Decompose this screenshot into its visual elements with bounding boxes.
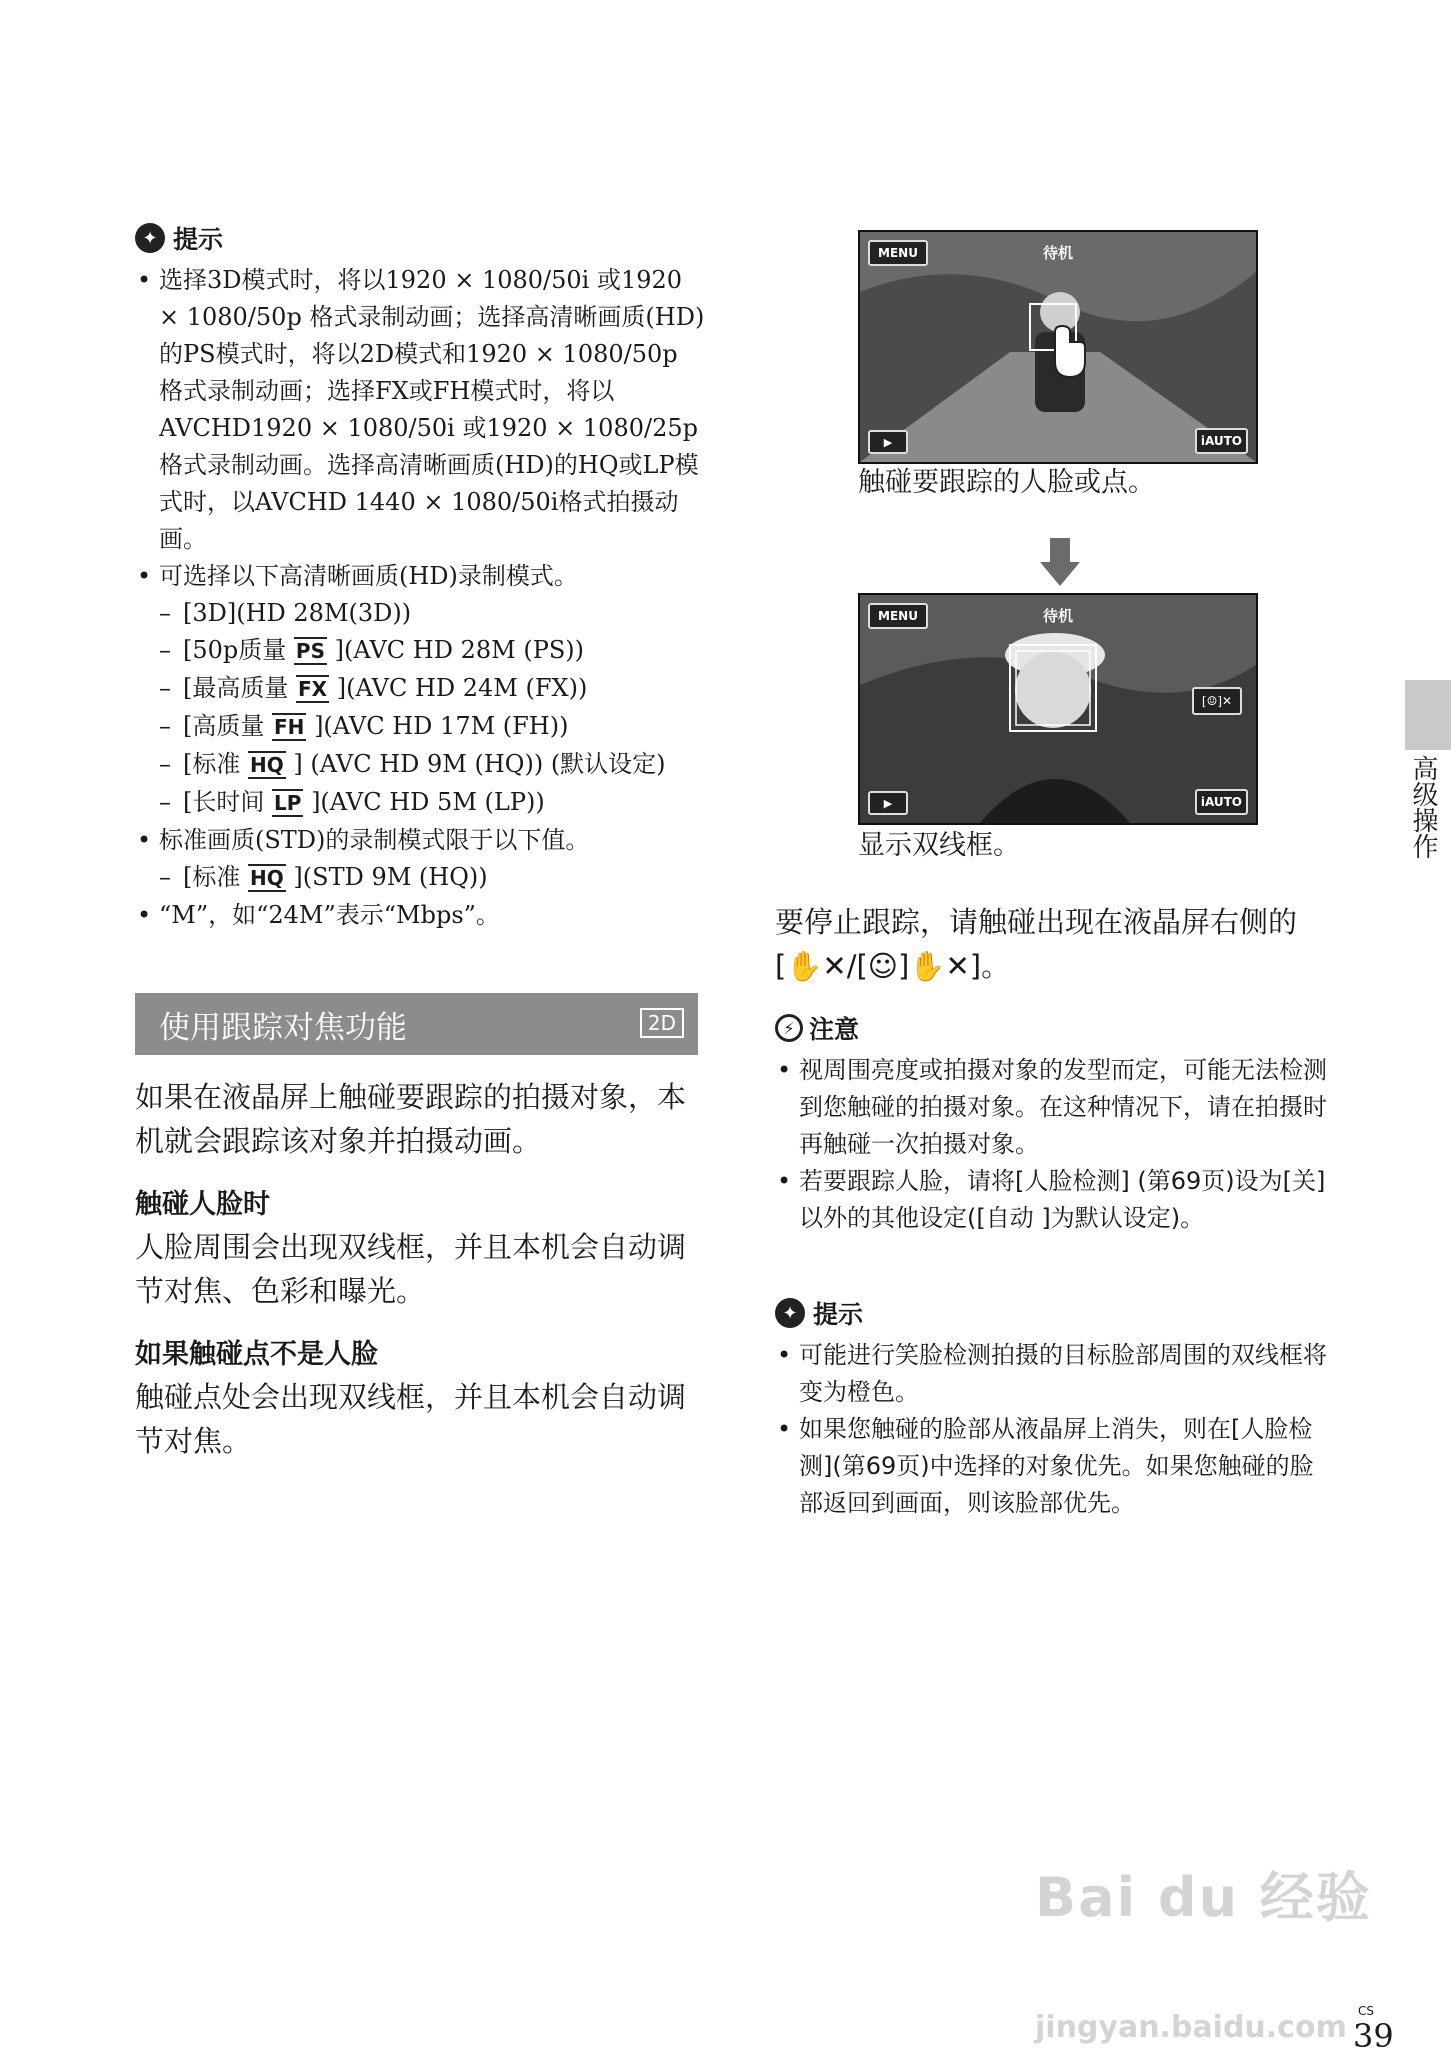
menu-button[interactable]: MENU bbox=[868, 603, 928, 629]
section-header bbox=[135, 993, 698, 1055]
chapter-label: 高级操作 bbox=[1408, 755, 1438, 859]
lcd-screen-2 bbox=[858, 593, 1258, 825]
mode-badge: HQ bbox=[250, 753, 284, 777]
lightbulb-icon: ✦ bbox=[775, 1298, 805, 1328]
face-heading: 触碰人脸时 bbox=[135, 1189, 270, 1220]
mode-item: – [标准 HQ ](STD 9M (HQ)) bbox=[159, 859, 705, 897]
mode-item: – [3D](HD 28M(3D)) bbox=[159, 595, 705, 632]
caution-block bbox=[775, 1010, 1335, 1237]
playback-button[interactable]: ▶ bbox=[868, 791, 908, 815]
section-intro: 如果在液晶屏上触碰要跟踪的拍摄对象，本机就会跟踪该对象并拍摄动画。 bbox=[135, 1080, 687, 1158]
list-item: • 若要跟踪人脸，请将[人脸检测] (第69页)设为[关]以外的其他设定([自动 ]为默认设定)。 bbox=[775, 1163, 1335, 1237]
list-item: • 视周围亮度或拍摄对象的发型而定，可能无法检测到您触碰的拍摄对象。在这种情况下，请在拍摄时再触碰一次拍摄对象。 bbox=[775, 1052, 1335, 1163]
intelligent-auto-button[interactable]: iAUTO bbox=[1195, 789, 1248, 815]
arrow-down-icon bbox=[1040, 538, 1080, 588]
watermark-url: jingyan.baidu.com bbox=[1035, 2010, 1347, 2045]
mode-badge: PS bbox=[295, 639, 325, 663]
mode-badge: FH bbox=[274, 715, 305, 739]
mode-badge: HQ bbox=[250, 866, 284, 890]
caption-2: 显示双线框。 bbox=[858, 830, 1020, 861]
intelligent-auto-button[interactable]: iAUTO bbox=[1195, 428, 1248, 454]
menu-button[interactable]: MENU bbox=[868, 240, 928, 266]
nonface-text: 触碰点处会出现双线框，并且本机会自动调节对焦。 bbox=[135, 1380, 687, 1458]
mode-list bbox=[159, 595, 705, 822]
tip-list bbox=[135, 262, 705, 934]
list-item: • 可选择以下高清晰画质(HD)录制模式。 – [3D](HD 28M(3D)) – [50p质量 PS ](AVC HD 28M (PS)) – [最高质量 FX ](AVC HD 24M (FX)) – [高质量 FH ](AVC HD 17M (FH)) – [标准 HQ ] (AVC HD 9M (HQ)) (默认设定) – [长时间 LP ](AVC HD 5M (LP)) bbox=[135, 558, 705, 822]
tip-list bbox=[775, 1337, 1335, 1522]
lcd-screen-1 bbox=[858, 230, 1258, 464]
nonface-heading: 如果触碰点不是人脸 bbox=[135, 1339, 378, 1370]
child-face bbox=[1015, 652, 1091, 728]
list-item: • 标准画质(STD)的录制模式限于以下值。 – [标准 HQ ](STD 9M (HQ)) bbox=[135, 822, 705, 897]
mode-2d-badge: 2D bbox=[640, 1008, 684, 1038]
caution-heading: ⚡ 注意 bbox=[775, 1010, 1335, 1046]
list-item: • 选择3D模式时，将以1920 × 1080/50i 或1920 × 1080/50p 格式录制动画；选择高清晰画质(HD)的PS模式时，将以2D模式和1920 × 1080/50p 格式录制动画；选择FX或FH模式时，将以AVCHD1920 × 1080/50i 或1920 × 1080/25p 格式录制动画。选择高清晰画质(HD)的HQ或LP模式时，以AVCHD 1440 × 1080/50i格式拍摄动画。 bbox=[135, 262, 705, 558]
list-item: • “M”，如“24M”表示“Mbps”。 bbox=[135, 897, 705, 934]
mode-badge: LP bbox=[274, 791, 302, 815]
tip-heading: ✦ 提示 bbox=[775, 1295, 1335, 1331]
caution-icon: ⚡ bbox=[775, 1014, 803, 1042]
face-text: 人脸周围会出现双线框，并且本机会自动调节对焦、色彩和曝光。 bbox=[135, 1230, 687, 1308]
mode-item: – [长时间 LP ](AVC HD 5M (LP)) bbox=[159, 784, 705, 822]
status-label: 待机 bbox=[1042, 244, 1073, 262]
language-code: CS bbox=[1358, 2004, 1374, 2018]
cancel-tracking-button[interactable]: [☺]✕ bbox=[1192, 687, 1242, 715]
stop-tracking-text: 要停止跟踪，请触碰出现在液晶屏右侧的[✋✕/[☺]✋✕]。 bbox=[775, 905, 1298, 983]
caution-list bbox=[775, 1052, 1335, 1237]
page-number: 39 bbox=[1353, 2017, 1394, 2055]
watermark-logo: Bai du 经验 bbox=[1035, 1866, 1372, 1929]
section-title: 使用跟踪对焦功能 bbox=[159, 1009, 407, 1046]
mode-item: – [最高质量 FX ](AVC HD 24M (FX)) bbox=[159, 670, 705, 708]
mode-item: – [高质量 FH ](AVC HD 17M (FH)) bbox=[159, 708, 705, 746]
tip-block-2 bbox=[775, 1295, 1335, 1522]
tip-heading: ✦ 提示 bbox=[135, 220, 705, 256]
list-item: • 如果您触碰的脸部从液晶屏上消失，则在[人脸检测](第69页)中选择的对象优先。如果您触碰的脸部返回到画面，则该脸部优先。 bbox=[775, 1411, 1335, 1522]
list-item: • 可能进行笑脸检测拍摄的目标脸部周围的双线框将变为橙色。 bbox=[775, 1337, 1335, 1411]
mode-item: – [标准 HQ ] (AVC HD 9M (HQ)) (默认设定) bbox=[159, 746, 705, 784]
chapter-tab bbox=[1405, 680, 1451, 750]
lightbulb-icon: ✦ bbox=[135, 223, 165, 253]
mode-item: – [50p质量 PS ](AVC HD 28M (PS)) bbox=[159, 632, 705, 670]
playback-button[interactable]: ▶ bbox=[868, 430, 908, 454]
caption-1: 触碰要跟踪的人脸或点。 bbox=[858, 467, 1155, 498]
status-label: 待机 bbox=[1042, 607, 1073, 625]
mode-badge: FX bbox=[298, 677, 328, 701]
tip-block-1 bbox=[135, 220, 705, 934]
